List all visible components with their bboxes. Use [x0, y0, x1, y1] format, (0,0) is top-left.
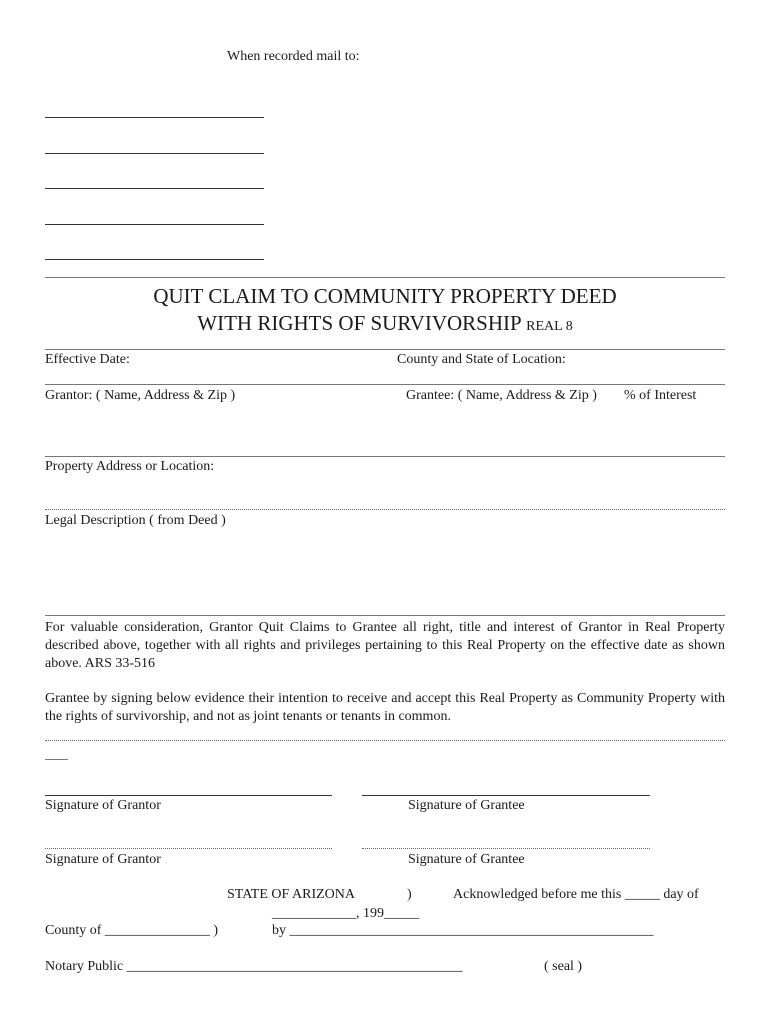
grantee-signature-line-2[interactable] [362, 848, 650, 849]
consideration-paragraph: For valuable consideration, Grantor Quit Claims to Grantee all right, title and interest of Grantor in Real Property described above, together with all rights and privileges pertaining to this Real Property on the effective date as shown above. ARS 33-516 [45, 620, 725, 671]
mail-to-line-4[interactable] [45, 224, 264, 225]
by-field[interactable]: by ____________________________________________________ [272, 923, 654, 938]
state-label: STATE OF ARIZONA [227, 887, 355, 902]
property-address-label: Property Address or Location: [45, 459, 215, 474]
divider-property [45, 456, 725, 457]
divider-legal [45, 509, 725, 510]
legal-description-label: Legal Description ( from Deed ) [45, 513, 226, 528]
form-code: REAL 8 [526, 319, 573, 334]
grantor-signature-label-1: Signature of Grantor [45, 798, 161, 813]
grantee-signature-line-1[interactable] [362, 795, 650, 796]
deed-title-survivorship: WITH RIGHTS OF SURVIVORSHIP [197, 311, 521, 335]
grantor-label: Grantor: ( Name, Address & Zip ) [45, 388, 236, 403]
mail-to-line-2[interactable] [45, 153, 264, 154]
county-of-field[interactable]: County of _______________ ) [45, 923, 219, 938]
mail-to-label: When recorded mail to: [227, 49, 360, 64]
state-paren: ) [407, 887, 412, 902]
short-line [45, 759, 68, 760]
grantee-label: Grantee: ( Name, Address & Zip ) [406, 388, 597, 403]
mail-to-line-5[interactable] [45, 259, 264, 260]
grantee-signature-label-1: Signature of Grantee [408, 798, 525, 813]
divider-title [45, 349, 725, 350]
acknowledged-text: Acknowledged before me this _____ day of [453, 887, 699, 902]
grantor-signature-line-1[interactable] [45, 795, 332, 796]
notary-public-field[interactable]: Notary Public ________________________________________________ [45, 959, 463, 974]
deed-title-line-2 [0, 310, 770, 340]
divider-grantor [45, 384, 725, 385]
divider-signatures [45, 740, 725, 741]
grantor-signature-line-2[interactable] [45, 848, 332, 849]
mail-to-line-1[interactable] [45, 117, 264, 118]
deed-title-line-1: QUIT CLAIM TO COMMUNITY PROPERTY DEED [153, 284, 617, 308]
grantor-signature-label-2: Signature of Grantor [45, 852, 161, 867]
grantee-signature-label-2: Signature of Grantee [408, 852, 525, 867]
survivorship-paragraph: Grantee by signing below evidence their intention to receive and accept this Real Property as Community Property with the rights of survivorship, and not as joint tenants or tenants in common. [45, 691, 725, 724]
acknowledged-date-line[interactable]: ____________, 199_____ [272, 906, 419, 921]
mail-to-line-3[interactable] [45, 188, 264, 189]
percent-interest-label: % of Interest [624, 388, 697, 403]
county-state-label: County and State of Location: [397, 352, 566, 367]
effective-date-label: Effective Date: [45, 352, 130, 367]
divider-consideration [45, 615, 725, 616]
seal-label: ( seal ) [544, 959, 583, 974]
divider-top [45, 277, 725, 278]
